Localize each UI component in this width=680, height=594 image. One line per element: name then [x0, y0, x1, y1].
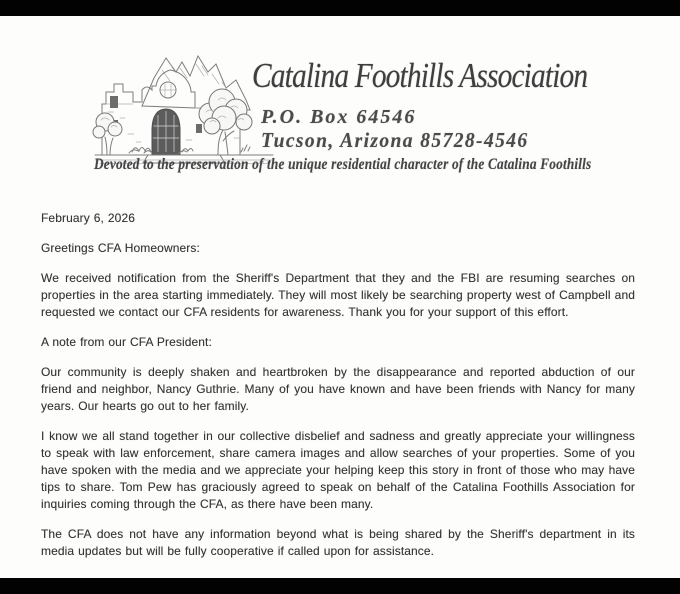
letterbox-bar-top: [0, 0, 680, 16]
salutation: Greetings CFA Homeowners:: [41, 241, 200, 255]
letter-body: [41, 210, 635, 560]
letter-date: February 6, 2026: [41, 211, 135, 225]
paragraph-stand-together: I know we all stand together in our collective disbelief and sadness and greatly appreciate your willingness to speak with law enforcement, share camera images and allow searches of your properties. Some of you have spoken with the media and we appreciate your helping keep this story in front of those who may have tips to share. Tom Pew has graciously agreed to speak on behalf of the Catalina Foothills Association for inquiries coming through the CFA, as there have been many.: [41, 429, 635, 511]
mission-building-illustration: [92, 42, 277, 170]
city-state-zip-line: Tucson, Arizona 85728-4546: [261, 128, 529, 152]
bushes-icon: [129, 145, 250, 153]
letterhead: [0, 16, 680, 206]
paragraph-president-note-heading: A note from our CFA President:: [41, 335, 212, 349]
tower-window-icon: [110, 96, 118, 108]
paragraph-cfa-no-information: The CFA does not have any information beyond what is being shared by the Sheriff's department in its media updates but will be fully cooperative if called upon for assistance.: [41, 527, 635, 558]
letter-paper: [0, 16, 680, 578]
arched-door-icon: [152, 109, 180, 155]
org-name: Catalina Foothills Association: [252, 56, 588, 95]
paragraph-community-shaken: Our community is deeply shaken and heartbroken by the disappearance and reported abduction of our friend and neighbor, Nancy Guthrie. Many of you have known and have been friends with Nancy for many years. Our hearts go out to her family.: [41, 365, 635, 413]
org-tagline: Devoted to the preservation of the unique residential character of the Catalina Foothills: [94, 156, 592, 173]
po-box-line: P.O. Box 64546: [261, 106, 417, 128]
letterbox-bar-bottom: [0, 578, 680, 594]
tree-left-icon: [93, 113, 122, 155]
paragraph-sheriff-notification: We received notification from the Sheriff's Department that they and the FBI are resuming searches on properties in the area starting immediately. They will most likely be searching property west of Campbell and requested we contact our CFA residents for awareness. Thank you for your support of this effort.: [41, 271, 635, 319]
tree-right-icon: [199, 89, 252, 155]
